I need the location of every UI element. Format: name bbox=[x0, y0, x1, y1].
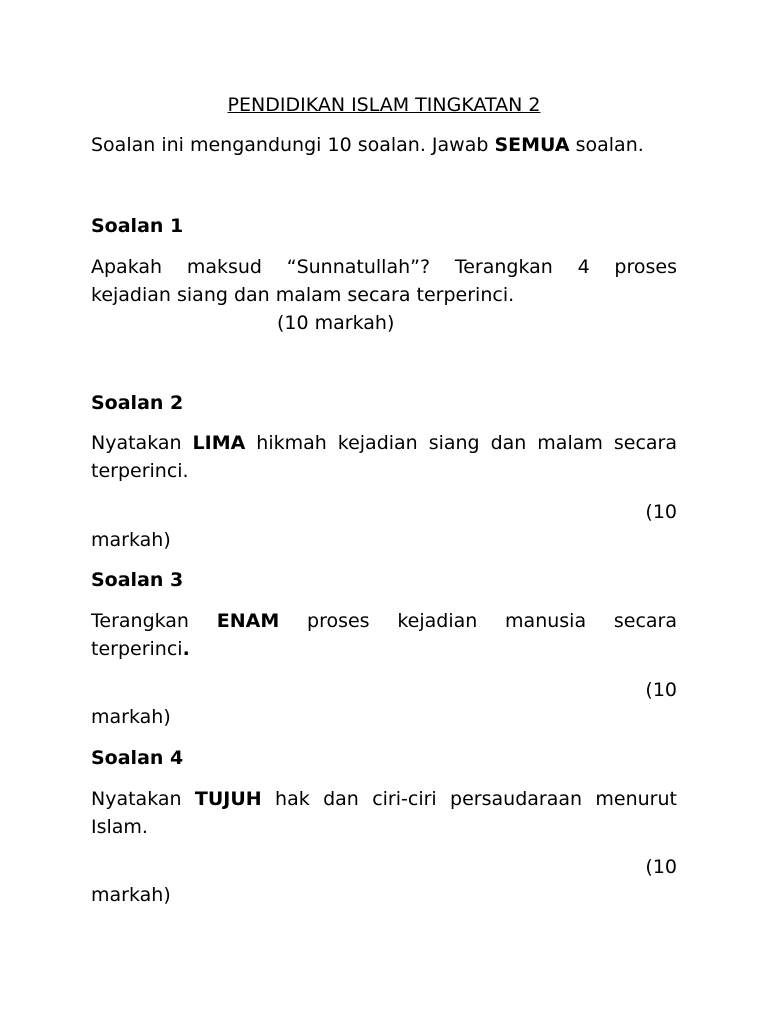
instruction-text bbox=[91, 131, 677, 159]
question-3-marks-open: (10 bbox=[645, 679, 677, 701]
question-4-text-start: Nyatakan bbox=[91, 788, 195, 810]
question-3-text-start: Terangkan bbox=[91, 610, 217, 632]
question-1-text-line-1: Apakah maksud “Sunnatullah”? Terangkan 4 proses bbox=[91, 256, 677, 278]
question-3-marks-close: markah) bbox=[91, 706, 171, 728]
question-2-emphasis: LIMA bbox=[192, 432, 246, 454]
question-2-marks-close: markah) bbox=[91, 529, 171, 551]
question-3-text-line-2-words: terperinci bbox=[91, 638, 183, 660]
question-3-text-line-1 bbox=[91, 607, 677, 635]
question-3-text-line-2 bbox=[91, 635, 677, 663]
question-3-emphasis: ENAM bbox=[216, 610, 280, 632]
question-2-text-end: hikmah kejadian siang dan malam secara bbox=[245, 432, 677, 454]
question-4-heading: Soalan 4 bbox=[91, 747, 184, 769]
question-1-marks: (10 markah) bbox=[277, 312, 395, 334]
question-2-text-start: Nyatakan bbox=[91, 432, 193, 454]
instruction-text-start: Soalan ini mengandungi 10 soalan. Jawab bbox=[91, 134, 495, 156]
question-4-marks-close: markah) bbox=[91, 884, 171, 906]
question-4-marks-open: (10 bbox=[645, 856, 677, 878]
question-4-emphasis: TUJUH bbox=[194, 788, 262, 810]
question-2-text-line-1 bbox=[91, 429, 677, 457]
question-4-text-end: hak dan ciri-ciri persaudaraan menurut bbox=[261, 788, 677, 810]
question-1-text-line-2: kejadian siang dan malam secara terperinci. bbox=[91, 284, 515, 306]
question-3-period: . bbox=[182, 638, 190, 660]
document-title: PENDIDIKAN ISLAM TINGKATAN 2 bbox=[227, 94, 541, 116]
question-2-text-line-2: terperinci. bbox=[91, 460, 189, 482]
question-4-text-line-2: Islam. bbox=[91, 816, 148, 838]
question-1-heading: Soalan 1 bbox=[91, 215, 184, 237]
question-4-text-line-1 bbox=[91, 785, 677, 813]
instruction-text-end: soalan. bbox=[569, 134, 644, 156]
question-2-heading: Soalan 2 bbox=[91, 392, 184, 414]
question-2-marks-open: (10 bbox=[645, 501, 677, 523]
question-3-heading: Soalan 3 bbox=[91, 569, 184, 591]
instruction-emphasis: SEMUA bbox=[494, 134, 570, 156]
question-3-text-end: proses kejadian manusia secara bbox=[279, 610, 677, 632]
